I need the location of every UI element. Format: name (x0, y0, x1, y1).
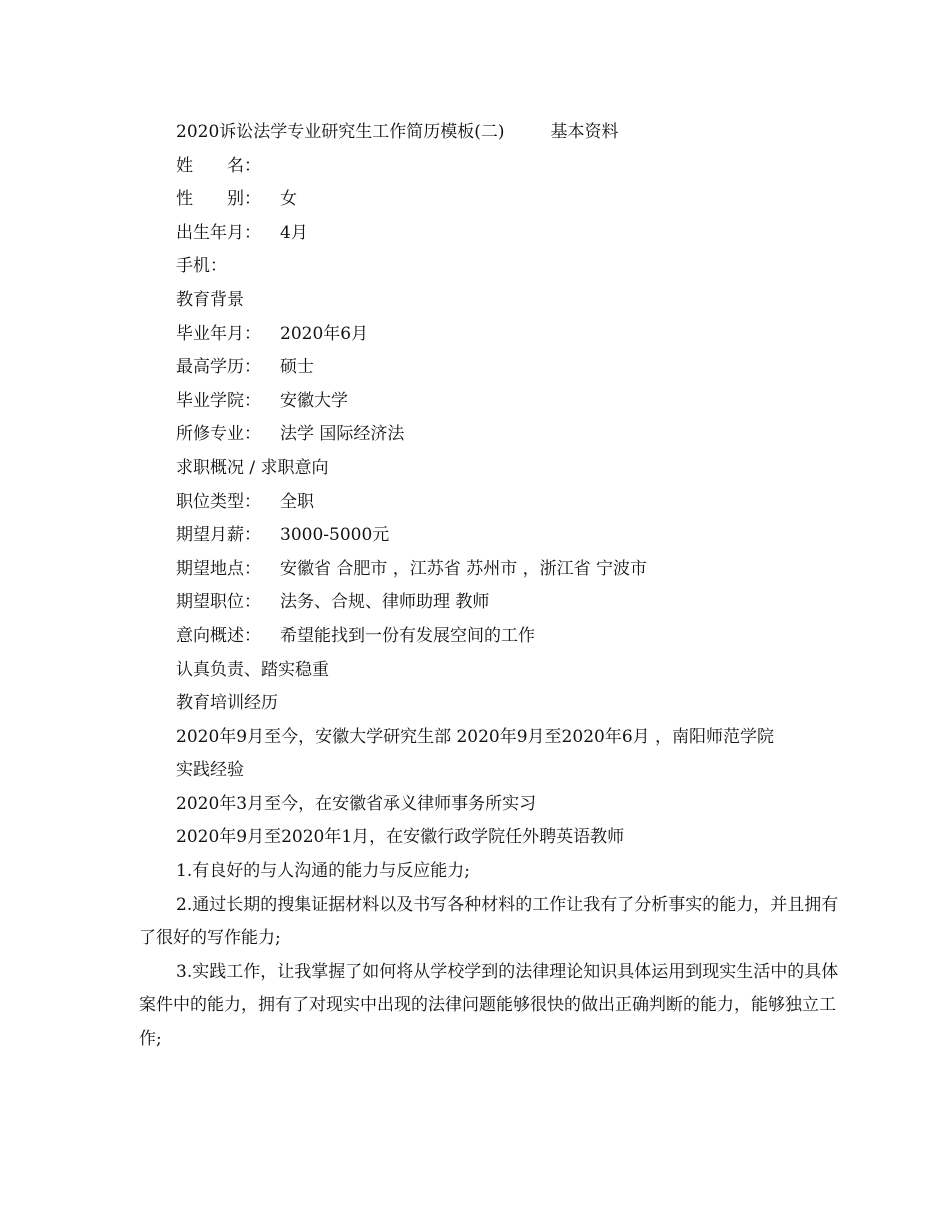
field-phone (139, 250, 839, 284)
document-title: 2020诉讼法学专业研究生工作简历模板(二) (176, 122, 505, 142)
field-label: 最高学历： (176, 357, 261, 378)
section-heading-basic: 基本资料 (550, 122, 619, 142)
training-paragraph: 2020年9月至今，安徽大学研究生部 2020年9月至2020年6月 ，南阳师范学院 (176, 726, 775, 747)
field-label: 所修专业： (176, 424, 261, 445)
field-value: 希望能找到一份有发展空间的工作 (280, 625, 535, 646)
field-school (139, 385, 839, 419)
field-value: 全职 (280, 491, 314, 512)
field-grad-date (139, 318, 839, 352)
field-location (139, 553, 839, 587)
ability-item: 1.有良好的与人沟通的能力与反应能力; (176, 861, 470, 882)
section-heading-job: 求职概况 / 求职意向 (176, 457, 329, 478)
field-birth (139, 217, 839, 251)
field-major (139, 418, 839, 452)
title-line (139, 116, 839, 150)
field-label: 性 别： (176, 189, 261, 210)
field-value: 2020年6月 (280, 323, 369, 344)
field-label: 期望职位： (176, 592, 261, 613)
field-label: 姓 名： (176, 155, 261, 176)
practice-item: 2020年9月至2020年1月，在安徽行政学院任外聘英语教师 (176, 827, 625, 848)
field-value: 法学 国际经济法 (280, 424, 405, 445)
field-value: 硕士 (280, 357, 314, 378)
field-gender (139, 183, 839, 217)
field-value: 安徽省 合肥市 ，江苏省 苏州市 ，浙江省 宁波市 (280, 558, 648, 579)
field-label: 期望月薪： (176, 525, 261, 546)
field-value: 女 (280, 189, 297, 210)
field-salary (139, 519, 839, 553)
field-intent-summary (139, 620, 839, 654)
field-value: 法务、合规、律师助理 教师 (280, 592, 490, 613)
field-label: 手机： (176, 256, 227, 277)
field-label: 职位类型： (176, 491, 261, 512)
field-label: 出生年月： (176, 222, 261, 243)
field-label: 毕业年月： (176, 323, 261, 344)
field-label: 毕业学院： (176, 390, 261, 411)
trait-line: 认真负责、踏实稳重 (176, 659, 329, 680)
field-position (139, 586, 839, 620)
field-label: 期望地点： (176, 558, 261, 579)
field-name (139, 150, 839, 184)
ability-item: 3.实践工作，让我掌握了如何将从学校学到的法律理论知识具体运用到现实生活中的具体案件中的能力，拥有了对现实中出现的法律问题能够很快的做出正确判断的能力，能够独立工作; (139, 961, 839, 1050)
field-value: 安徽大学 (280, 390, 348, 411)
section-heading-practice: 实践经验 (176, 760, 244, 781)
resume-body (139, 116, 839, 1057)
field-label: 意向概述： (176, 625, 261, 646)
ability-item: 2.通过长期的搜集证据材料以及书写各种材料的工作让我有了分析事实的能力，并且拥有了很好的写作能力; (139, 894, 839, 949)
section-heading-education: 教育背景 (176, 289, 244, 310)
practice-item: 2020年3月至今，在安徽省承义律师事务所实习 (176, 793, 537, 814)
section-heading-training: 教育培训经历 (176, 693, 278, 714)
field-job-type (139, 486, 839, 520)
field-value: 3000-5000元 (280, 525, 390, 546)
field-value: 4月 (280, 222, 308, 243)
field-degree (139, 351, 839, 385)
